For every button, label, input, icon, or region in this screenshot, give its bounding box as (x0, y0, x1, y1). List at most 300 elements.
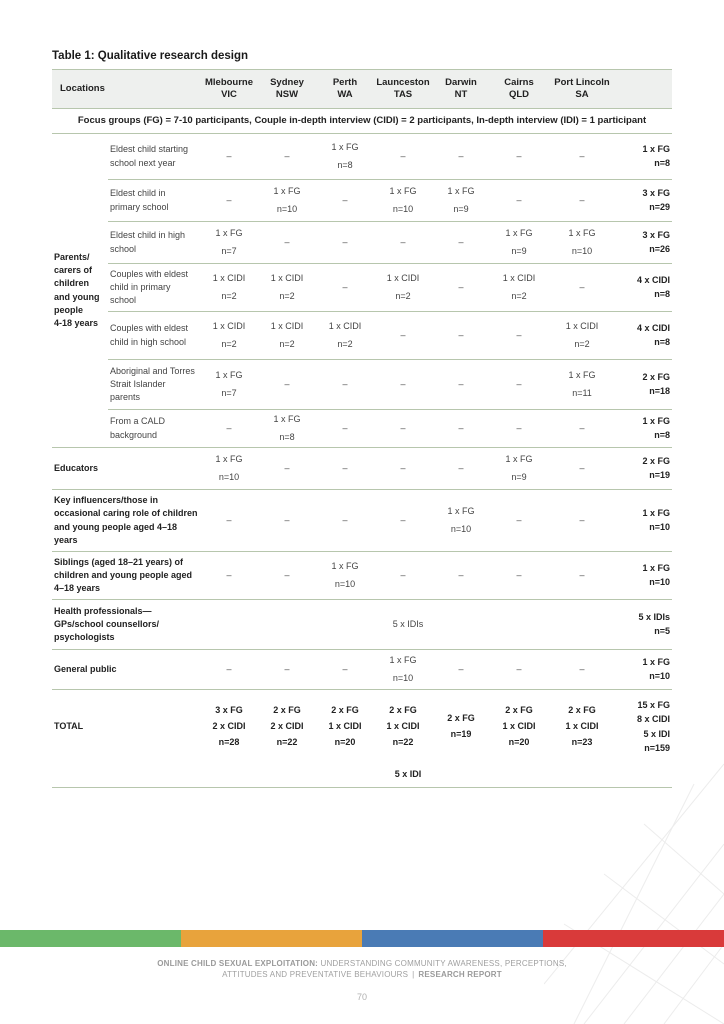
cell-line: 1 x FG (642, 657, 670, 668)
table-header-row (52, 70, 672, 109)
table-cell (490, 222, 548, 264)
city-header: Cairns QLD (490, 70, 548, 109)
cell-line: n=8 (279, 431, 295, 442)
row-total (616, 490, 672, 552)
group-label-line: 4-18 years (54, 317, 99, 328)
cell-line: 1 x FG (642, 508, 670, 519)
table-cell (200, 448, 258, 490)
table-caption: Table 1: Qualitative research design (52, 50, 248, 62)
table-cell (548, 650, 616, 690)
table-cell (258, 360, 316, 410)
cell-line: 4 x CIDI (636, 275, 670, 286)
table-cell (548, 134, 616, 180)
table-cell (200, 490, 258, 552)
cell-line: n=2 (395, 290, 411, 301)
cell-line: – (342, 663, 348, 674)
cell-line: 1 x FG (505, 454, 533, 465)
cell-line: 2 x FG (642, 372, 670, 383)
cell-line: n=9 (453, 203, 469, 214)
cell-line: n=7 (221, 387, 237, 398)
table-cell (432, 312, 490, 360)
cell-line: 1 x CIDI (386, 273, 420, 284)
cell-line: – (458, 329, 464, 340)
total-label: TOTAL (54, 721, 84, 732)
cell-line: 1 x CIDI (565, 321, 599, 332)
table-cell (432, 650, 490, 690)
cell-line: – (516, 194, 522, 205)
table-cell (316, 650, 374, 690)
row-total (616, 552, 672, 600)
merged-cell: 5 x IDIs (200, 600, 616, 650)
table-cell (432, 360, 490, 410)
table-cell (374, 410, 432, 448)
cell-line: – (458, 150, 464, 161)
cell-line: – (458, 569, 464, 580)
cell-line: 1 x CIDI (328, 321, 362, 332)
stripe-red (543, 930, 724, 947)
cell-line: 1 x FG (331, 561, 359, 572)
row-label: Health professionals—GPs/school counsellors/ psychologists (52, 600, 200, 650)
row-label: From a CALD background (108, 410, 200, 448)
table-cell (374, 312, 432, 360)
cell-line: 1 x FG (642, 563, 670, 574)
cell-line: n=2 (279, 338, 295, 349)
row-total (616, 312, 672, 360)
table-cell (316, 222, 374, 264)
table-row (52, 600, 672, 650)
cell-line: n=10 (450, 523, 472, 534)
cell-line: – (342, 378, 348, 389)
cell-line: n=10 (649, 670, 670, 681)
table-cell (316, 264, 374, 312)
cell-line: 1 x CIDI (386, 720, 420, 731)
cell-line: n=19 (649, 469, 670, 480)
group-label-line: people (54, 304, 84, 315)
cell-line: – (458, 378, 464, 389)
city-header: Launceston TAS (374, 70, 432, 109)
city-header: Perth WA (316, 70, 374, 109)
cell-line: – (226, 663, 232, 674)
cell-line: – (516, 514, 522, 525)
table-row (52, 448, 672, 490)
row-label: Couples with eldest child in primary school (108, 264, 200, 312)
grand-total (616, 690, 672, 764)
cell-line: 1 x FG (642, 416, 670, 427)
cell-line: n=10 (649, 521, 670, 532)
cell-line: – (400, 329, 406, 340)
group-label-line: Parents/ (54, 252, 90, 263)
cell-line: – (579, 281, 585, 292)
cell-line: 15 x FG (637, 699, 670, 710)
cell-line: 2 x CIDI (212, 720, 246, 731)
table-cell (258, 552, 316, 600)
cell-line: – (579, 663, 585, 674)
cell-line: n=9 (511, 245, 527, 256)
table-cell (258, 134, 316, 180)
group-label-line: and young (54, 291, 100, 302)
table-cell (548, 552, 616, 600)
cell-line: – (400, 514, 406, 525)
cell-line: 2 x FG (447, 713, 475, 723)
cell-line: – (516, 569, 522, 580)
cell-line: n=23 (571, 736, 593, 747)
total-cell (316, 690, 374, 764)
cell-line: n=8 (654, 336, 670, 347)
research-design-table (52, 69, 672, 788)
cell-line: n=159 (644, 743, 670, 754)
cell-line: n=28 (218, 736, 240, 747)
city-header: Port Lincoln SA (548, 70, 616, 109)
cell-line: 1 x CIDI (502, 720, 536, 731)
table-cell (548, 490, 616, 552)
cell-line: – (516, 150, 522, 161)
cell-line: 1 x CIDI (502, 273, 536, 284)
table-cell (490, 180, 548, 222)
row-label: Eldest child in high school (108, 222, 200, 264)
cell-line: – (284, 663, 290, 674)
cell-line: 1 x CIDI (212, 273, 246, 284)
cell-line: – (400, 422, 406, 433)
cell-line: – (400, 236, 406, 247)
table-cell (548, 180, 616, 222)
table-cell (490, 410, 548, 448)
cell-line: 5 x IDIs (638, 612, 670, 623)
row-total (616, 222, 672, 264)
table-cell (258, 222, 316, 264)
table-cell (316, 410, 374, 448)
stripe-orange (181, 930, 362, 947)
table-cell (374, 650, 432, 690)
row-label: General public (52, 650, 200, 690)
cell-line: n=20 (508, 736, 530, 747)
table-cell (200, 650, 258, 690)
city-header: Mlebourne VIC (200, 70, 258, 109)
parents-group-label (52, 134, 108, 448)
cell-line: 2 x FG (642, 456, 670, 467)
table-cell (316, 490, 374, 552)
cell-line: – (342, 422, 348, 433)
cell-line: 1 x FG (273, 414, 301, 425)
cell-line: n=18 (649, 385, 670, 396)
table-cell (200, 552, 258, 600)
cell-line: n=8 (654, 288, 670, 299)
table-row (52, 360, 672, 410)
city-header: Darwin NT (432, 70, 490, 109)
cell-line: 2 x FG (331, 705, 359, 716)
cell-line: n=2 (574, 338, 590, 349)
legend-note: Focus groups (FG) = 7-10 participants, Couple in-depth interview (CIDI) = 2 participants, In-depth interview (IDI) = 1 participant (52, 109, 672, 134)
cell-line: – (516, 663, 522, 674)
table-cell (374, 448, 432, 490)
cell-line: 2 x FG (505, 705, 533, 716)
city-header: Sydney NSW (258, 70, 316, 109)
cell-line: 1 x FG (215, 370, 243, 381)
total-extra-row (52, 764, 672, 788)
total-cell (548, 690, 616, 764)
table-cell (432, 264, 490, 312)
cell-line: n=8 (337, 159, 353, 170)
table-row (52, 264, 672, 312)
total-cell (490, 690, 548, 764)
table-cell (374, 134, 432, 180)
cell-line: 1 x CIDI (270, 273, 304, 284)
cell-line: – (400, 462, 406, 473)
cell-line: 1 x CIDI (565, 720, 599, 731)
cell-line: – (400, 569, 406, 580)
cell-line: 1 x FG (642, 144, 670, 155)
stripe-green (0, 930, 181, 947)
table-cell (490, 552, 548, 600)
table-cell (316, 180, 374, 222)
cell-line: 1 x FG (568, 228, 596, 239)
cell-line: 3 x FG (642, 188, 670, 199)
cell-line: n=22 (392, 736, 414, 747)
group-label-line: children (54, 278, 90, 289)
cell-line: – (284, 569, 290, 580)
cell-line: – (458, 281, 464, 292)
cell-line: n=11 (572, 387, 592, 398)
cell-line: – (284, 462, 290, 473)
cell-line: – (400, 150, 406, 161)
cell-line: 1 x FG (447, 186, 475, 197)
cell-line: – (579, 194, 585, 205)
row-total (616, 360, 672, 410)
cell-line: 1 x FG (331, 142, 359, 153)
total-cell (374, 690, 432, 764)
table-cell (432, 222, 490, 264)
row-total (616, 180, 672, 222)
table-cell (548, 222, 616, 264)
table-row (52, 410, 672, 448)
cell-line: n=2 (221, 338, 237, 349)
table-cell (200, 312, 258, 360)
total-cell (258, 690, 316, 764)
cell-line: n=22 (276, 736, 298, 747)
cell-line: 1 x CIDI (212, 321, 246, 332)
color-stripe (0, 930, 724, 947)
table-row (52, 134, 672, 180)
table-cell (200, 222, 258, 264)
table-cell (200, 360, 258, 410)
cell-line: 2 x FG (568, 705, 596, 716)
row-label: Eldest child in primary school (108, 180, 200, 222)
table-cell (258, 650, 316, 690)
cell-line: – (400, 378, 406, 389)
table-cell (316, 312, 374, 360)
cell-line: n=7 (221, 245, 237, 256)
cell-line: n=10 (571, 245, 593, 256)
table-row (52, 222, 672, 264)
cell-line: – (516, 378, 522, 389)
row-label: Aboriginal and Torres Strait Islander parents (108, 360, 200, 410)
group-label-line: carers of (54, 265, 93, 276)
cell-line: 1 x FG (389, 186, 417, 197)
cell-line: – (458, 236, 464, 247)
cell-line: n=10 (334, 578, 356, 589)
spacer-cell (52, 764, 200, 788)
table-cell (200, 134, 258, 180)
table-row (52, 490, 672, 552)
cell-line: – (226, 514, 232, 525)
cell-line: – (342, 514, 348, 525)
row-label: Couples with eldest child in high school (108, 312, 200, 360)
locations-header: Locations (52, 70, 200, 109)
cell-line: – (579, 150, 585, 161)
cell-line: – (226, 194, 232, 205)
cell-line: n=20 (334, 736, 356, 747)
cell-line: – (226, 150, 232, 161)
cell-line: n=2 (511, 290, 527, 301)
cell-line: n=10 (276, 203, 298, 214)
cell-line: 1 x CIDI (270, 321, 304, 332)
footer-report-title: ONLINE CHILD SEXUAL EXPLOITATION: UNDERSTANDING COMMUNITY AWARENESS, PERCEPTIONS, ATTITUDES AND PREVENTATIVE BEHAVIOURS | RESEARCH REPORT (157, 959, 567, 980)
cell-line: – (342, 281, 348, 292)
table-cell (490, 490, 548, 552)
cell-line: n=5 (654, 625, 670, 636)
table-cell (258, 264, 316, 312)
cell-line: 1 x FG (215, 228, 243, 239)
cell-line: 8 x CIDI (636, 714, 670, 725)
page-number: 70 (356, 992, 367, 1002)
cell-line: n=29 (649, 201, 670, 212)
table-cell (200, 264, 258, 312)
table-cell (548, 448, 616, 490)
table-cell (548, 360, 616, 410)
row-total (616, 650, 672, 690)
cell-line: n=8 (654, 157, 670, 168)
table-cell (490, 360, 548, 410)
table-cell (548, 312, 616, 360)
cell-line: n=8 (654, 429, 670, 440)
table-cell (490, 448, 548, 490)
table-cell (200, 410, 258, 448)
cell-line: – (579, 422, 585, 433)
cell-line: – (284, 150, 290, 161)
cell-line: 4 x CIDI (636, 323, 670, 334)
table-cell (432, 448, 490, 490)
table-cell (490, 650, 548, 690)
cell-line: n=10 (218, 471, 240, 482)
legend-note-row (52, 109, 672, 134)
row-total (616, 410, 672, 448)
cell-line: n=10 (392, 203, 414, 214)
table-row (52, 180, 672, 222)
cell-line: 1 x FG (505, 228, 533, 239)
cell-line: – (284, 378, 290, 389)
cell-line: – (516, 422, 522, 433)
cell-line: n=26 (649, 243, 670, 254)
table-row (52, 552, 672, 600)
cell-line: – (458, 422, 464, 433)
row-label: Educators (52, 448, 200, 490)
total-row (52, 690, 672, 764)
cell-line: – (458, 462, 464, 473)
cell-line: – (342, 194, 348, 205)
table-cell (316, 448, 374, 490)
cell-line: – (579, 569, 585, 580)
cell-line: 1 x FG (215, 454, 243, 465)
table-cell (316, 134, 374, 180)
table-cell (374, 222, 432, 264)
cell-line: – (284, 236, 290, 247)
table-cell (258, 448, 316, 490)
table-cell (316, 360, 374, 410)
row-label: Siblings (aged 18–21 years) of children and young people aged 4–18 years (52, 552, 200, 600)
table-cell (432, 490, 490, 552)
cell-line: – (579, 462, 585, 473)
table-cell (490, 134, 548, 180)
table-cell (258, 312, 316, 360)
cell-line: – (342, 462, 348, 473)
row-total (616, 600, 672, 650)
total-extra: 5 x IDI (200, 764, 616, 788)
total-cell (200, 690, 258, 764)
cell-line: – (458, 663, 464, 674)
cell-line: – (516, 329, 522, 340)
table-cell (316, 552, 374, 600)
cell-line: n=10 (649, 576, 670, 587)
row-total (616, 264, 672, 312)
cell-line: 2 x FG (389, 705, 417, 716)
cell-line: 2 x CIDI (270, 720, 304, 731)
table-cell (490, 264, 548, 312)
table-cell (548, 264, 616, 312)
cell-line: 1 x FG (389, 655, 417, 666)
table-cell (432, 180, 490, 222)
table-cell (432, 552, 490, 600)
cell-line: 1 x CIDI (328, 720, 362, 731)
table-cell (432, 410, 490, 448)
cell-line: – (579, 514, 585, 525)
cell-line: n=10 (392, 672, 414, 683)
cell-line: 1 x FG (273, 186, 301, 197)
cell-line: – (226, 569, 232, 580)
cell-line: 2 x FG (273, 705, 301, 716)
table-cell (374, 264, 432, 312)
total-cell (432, 690, 490, 764)
cell-line: 3 x FG (642, 230, 670, 241)
table-cell (490, 312, 548, 360)
cell-line: 5 x IDI (643, 728, 670, 739)
cell-line: n=2 (279, 290, 295, 301)
table-cell (374, 552, 432, 600)
table-cell (548, 410, 616, 448)
table-cell (374, 490, 432, 552)
cell-line: 3 x FG (215, 705, 243, 716)
table-cell (200, 180, 258, 222)
cell-line: n=9 (511, 471, 527, 482)
cell-line: 1 x FG (447, 506, 475, 517)
row-label: Key influencers/those in occasional caring role of children and young people aged 4–18 years (52, 490, 200, 552)
cell-line: 1 x FG (568, 370, 596, 381)
cell-line: – (284, 514, 290, 525)
table-row (52, 312, 672, 360)
table-cell (432, 134, 490, 180)
table-cell (374, 360, 432, 410)
row-total (616, 134, 672, 180)
row-total (616, 448, 672, 490)
cell-line: n=2 (221, 290, 237, 301)
spacer-cell (616, 764, 672, 788)
table-cell (258, 180, 316, 222)
table-cell (258, 410, 316, 448)
cell-line: n=19 (450, 728, 472, 739)
table-row (52, 650, 672, 690)
cell-line: n=2 (337, 338, 353, 349)
cell-line: – (226, 422, 232, 433)
table-cell (374, 180, 432, 222)
row-label: Eldest child starting school next year (108, 134, 200, 180)
